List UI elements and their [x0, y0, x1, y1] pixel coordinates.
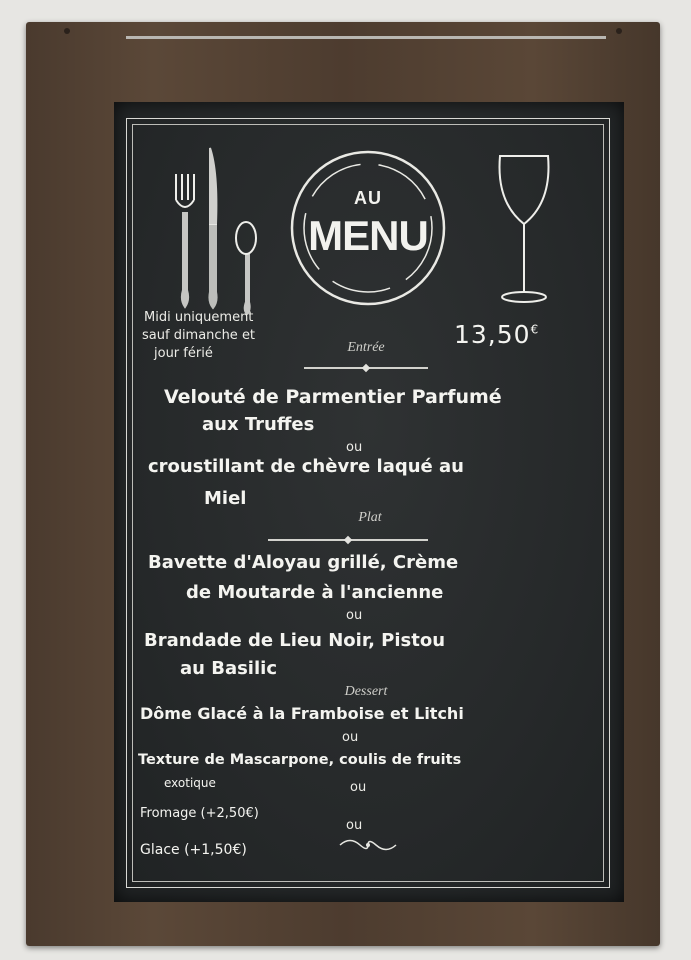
hanging-wire: [126, 36, 606, 39]
plat-or: ou: [346, 608, 363, 623]
availability-line-2: sauf dimanche et: [142, 328, 256, 343]
knife-icon: [209, 148, 216, 308]
frame-screw: [616, 28, 622, 34]
chalkboard: [114, 102, 624, 902]
entree-option2-line1: croustillant de chèvre laqué au: [148, 456, 464, 477]
entree-option2-line2: Miel: [204, 488, 247, 509]
section-title-dessert: Dessert: [344, 684, 388, 699]
wooden-frame: [26, 22, 660, 946]
section-title-plat: Plat: [358, 510, 382, 525]
plat-option2-line1: Brandade de Lieu Noir, Pistou: [144, 630, 446, 651]
spoon-icon: [236, 222, 256, 314]
entree-option1-line1: Velouté de Parmentier Parfumé: [164, 386, 502, 408]
plat-option1-line1: Bavette d'Aloyau grillé, Crème: [148, 552, 459, 573]
price-value: 13,50: [454, 320, 531, 349]
entree-or: ou: [346, 440, 363, 455]
dessert-or-1: ou: [342, 730, 359, 745]
plat-option1-line2: de Moutarde à l'ancienne: [186, 582, 444, 603]
menu-price: [454, 320, 539, 349]
dessert-option4: Glace (+1,50€): [140, 842, 247, 858]
menu-badge: [288, 148, 448, 308]
price-currency: €: [530, 322, 540, 337]
divider-entree: [304, 367, 428, 369]
dessert-or-3: ou: [346, 818, 363, 833]
dessert-option3: Fromage (+2,50€): [140, 806, 259, 821]
frame-screw: [64, 28, 70, 34]
wine-glass-icon: [494, 152, 554, 312]
badge-menu-text: MENU: [308, 212, 428, 259]
plat-option2-line2: au Basilic: [180, 658, 277, 679]
divider-plat: [268, 539, 428, 541]
flourish-icon: [338, 834, 398, 856]
cutlery-group: [170, 142, 270, 322]
dessert-option1: Dôme Glacé à la Framboise et Litchi: [140, 704, 464, 723]
dessert-option2-line1: Texture de Mascarpone, coulis de fruits: [138, 752, 462, 768]
section-title-entree: Entrée: [347, 340, 385, 355]
entree-option1-line2: aux Truffes: [202, 414, 315, 435]
badge-au-text: AU: [354, 188, 382, 208]
dessert-option2-line2: exotique: [164, 776, 216, 790]
dessert-or-2: ou: [350, 780, 367, 795]
fork-icon: [176, 174, 194, 307]
availability-line-1: Midi uniquement: [144, 310, 254, 325]
availability-line-3: jour férié: [154, 346, 213, 361]
